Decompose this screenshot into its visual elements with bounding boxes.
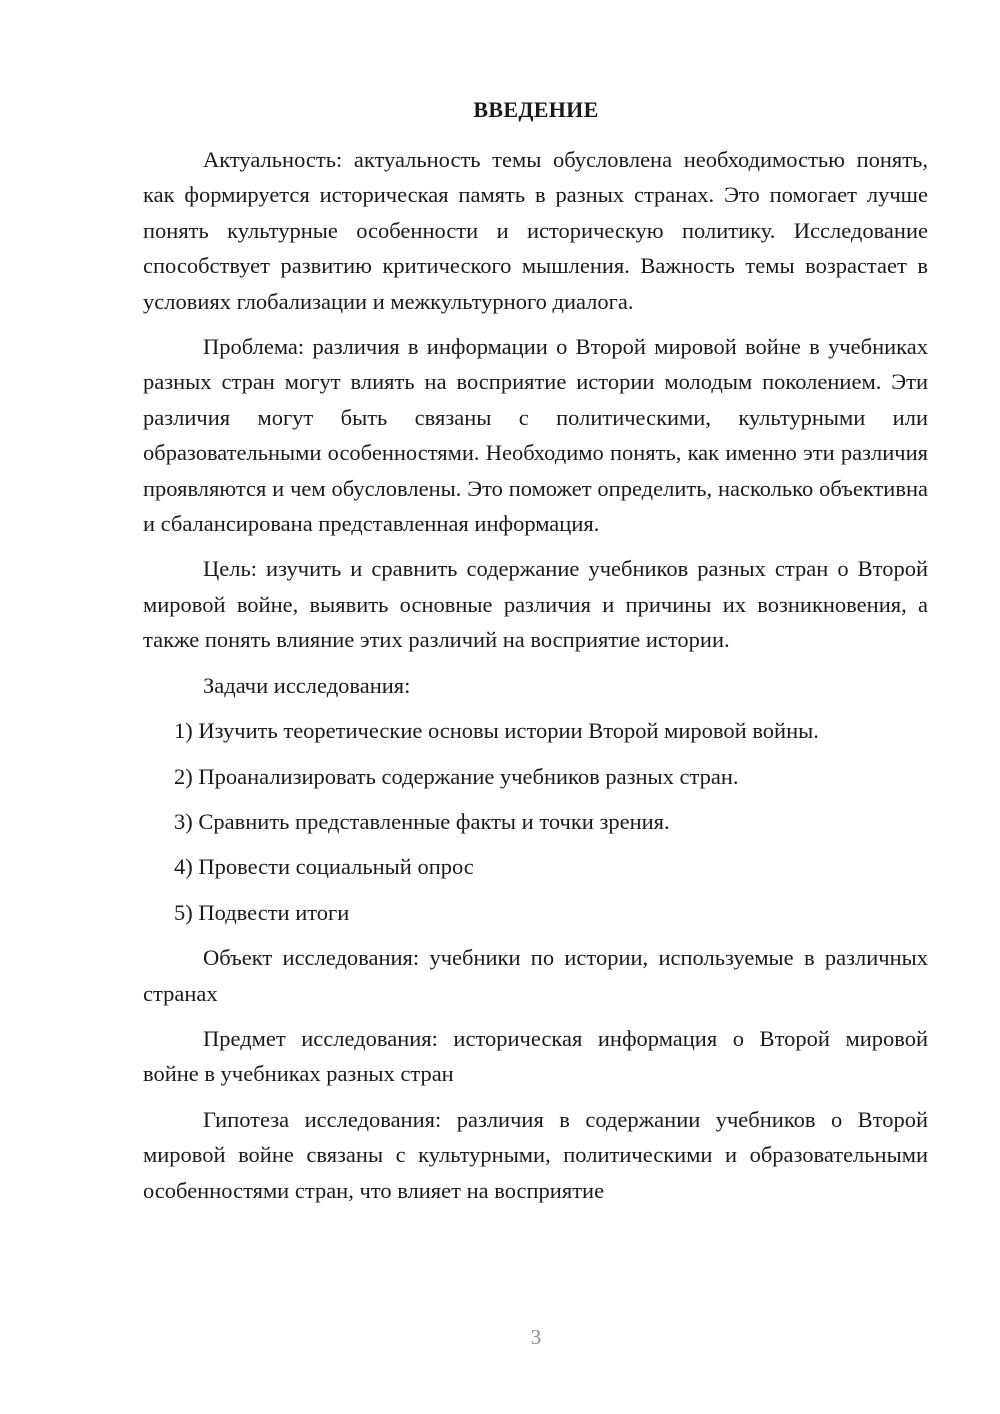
paragraph-object: Объект исследования: учебники по истории, используемые в различных странах xyxy=(143,945,928,1006)
page-number: 3 xyxy=(530,1325,542,1349)
paragraph-goal: Цель: изучить и сравнить содержание учебников разных стран о Второй мировой войне, выявить основные различия и причины их возникновения, а также понять влияние этих различий на восприятие истории. xyxy=(143,556,928,653)
document-body xyxy=(143,142,928,1208)
tasks-heading: Задачи исследования: xyxy=(203,672,411,698)
page-title: ВВЕДЕНИЕ xyxy=(473,97,599,122)
task-item-1: 1) Изучить теоретические основы истории Второй мировой войны. xyxy=(174,718,819,744)
task-item-3: 3) Сравнить представленные факты и точки зрения. xyxy=(174,808,670,834)
paragraph-actuality: Актуальность: актуальность темы обусловлена необходимостью понять, как формируется историческая память в разных странах. Это помогает лучше понять культурные особенности и историческую политику. Исследование способствует развитию критического мышления. Важность темы возрастает в условиях глобализации и межкультурного диалога. xyxy=(143,147,928,314)
paragraph-subject: Предмет исследования: историческая информация о Второй мировой войне в учебниках разных стран xyxy=(143,1025,928,1087)
paragraph-hypothesis: Гипотеза исследования: различия в содержании учебников о Второй мировой войне связаны с культурными, политическими и образовательными особенностями стран, что влияет на восприятие xyxy=(143,1106,928,1203)
task-item-2: 2) Проанализировать содержание учебников разных стран. xyxy=(174,763,739,789)
task-item-4: 4) Провести социальный опрос xyxy=(174,854,474,880)
task-item-5: 5) Подвести итоги xyxy=(174,899,350,925)
paragraph-problem: Проблема: различия в информации о Второй мировой войне в учебниках разных стран могут влиять на восприятие истории молодым поколением. Эти различия могут быть связаны с политическими, культурными или образовательными особенностями. Необходимо понять, как именно эти различия проявляются и чем обусловлены. Это поможет определить, насколько объективна и сбалансирована представленная информация. xyxy=(143,334,928,537)
